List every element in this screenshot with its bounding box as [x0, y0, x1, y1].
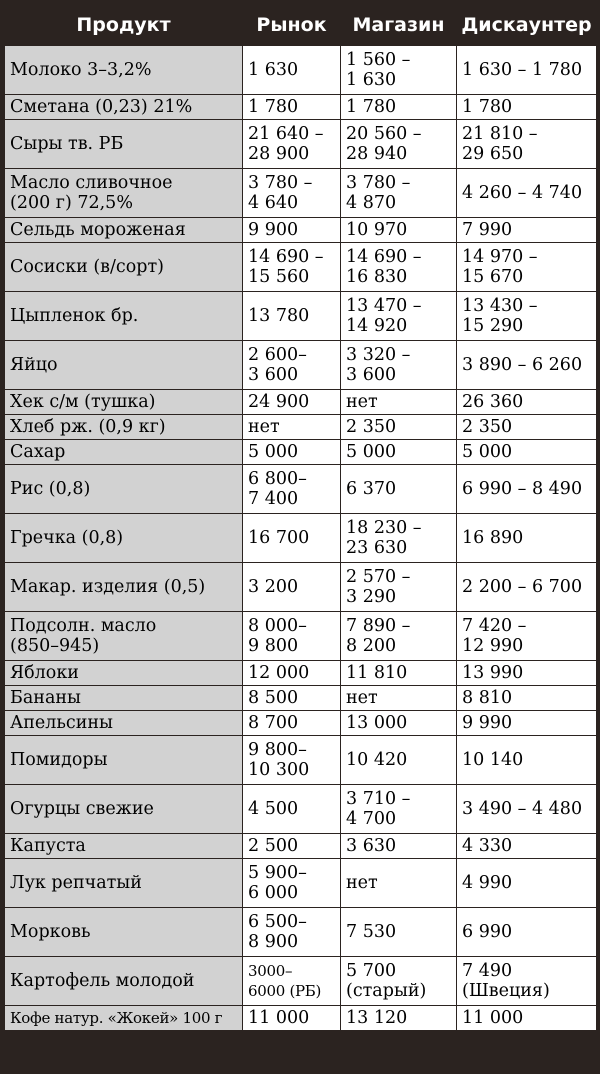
discounter-price: 9 990 — [457, 711, 597, 736]
discounter-price: 6 990 – 8 490 — [457, 465, 597, 514]
market-price: 5 000 — [243, 440, 341, 465]
shop-price: нет — [341, 859, 457, 908]
shop-price: 2 350 — [341, 415, 457, 440]
product-cell: Сметана (0,23) 21% — [5, 95, 243, 120]
header-discounter: Дискаунтер — [457, 5, 597, 46]
product-cell: Апельсины — [5, 711, 243, 736]
shop-price: 3 320 – 3 600 — [341, 341, 457, 390]
product-cell: Сельдь мороженая — [5, 218, 243, 243]
shop-price: 1 560 – 1 630 — [341, 46, 457, 95]
table-row — [5, 390, 597, 415]
shop-price: 5 000 — [341, 440, 457, 465]
discounter-price: 8 810 — [457, 686, 597, 711]
product-cell: Сыры тв. РБ — [5, 120, 243, 169]
product-cell: Кофе натур. «Жокей» 100 г — [5, 1006, 243, 1031]
discounter-price: 5 000 — [457, 440, 597, 465]
product-cell: Молоко 3–3,2% — [5, 46, 243, 95]
product-cell: Цыпленок бр. — [5, 292, 243, 341]
market-price: 3000– 6000 (РБ) — [243, 957, 341, 1006]
market-price: 24 900 — [243, 390, 341, 415]
header-market: Рынок — [243, 5, 341, 46]
product-cell: Макар. изделия (0,5) — [5, 563, 243, 612]
market-price: 14 690 – 15 560 — [243, 243, 341, 292]
shop-price: 11 810 — [341, 661, 457, 686]
market-price: 21 640 – 28 900 — [243, 120, 341, 169]
discounter-price: 7 420 – 12 990 — [457, 612, 597, 661]
product-cell: Яйцо — [5, 341, 243, 390]
discounter-price: 11 000 — [457, 1006, 597, 1031]
table-row — [5, 46, 597, 95]
header-row — [5, 5, 597, 46]
shop-price: 6 370 — [341, 465, 457, 514]
discounter-price: 4 990 — [457, 859, 597, 908]
product-cell: Огурцы свежие — [5, 785, 243, 834]
discounter-price: 2 350 — [457, 415, 597, 440]
table-row — [5, 834, 597, 859]
product-cell: Гречка (0,8) — [5, 514, 243, 563]
market-price: 16 700 — [243, 514, 341, 563]
market-price: нет — [243, 415, 341, 440]
table-row — [5, 514, 597, 563]
product-cell: Хлеб рж. (0,9 кг) — [5, 415, 243, 440]
discounter-price: 13 430 – 15 290 — [457, 292, 597, 341]
market-price: 2 500 — [243, 834, 341, 859]
discounter-price: 13 990 — [457, 661, 597, 686]
product-cell: Масло сливочное (200 г) 72,5% — [5, 169, 243, 218]
discounter-price: 10 140 — [457, 736, 597, 785]
product-cell: Капуста — [5, 834, 243, 859]
discounter-price: 16 890 — [457, 514, 597, 563]
market-price: 3 780 – 4 640 — [243, 169, 341, 218]
market-price: 9 900 — [243, 218, 341, 243]
product-cell: Помидоры — [5, 736, 243, 785]
discounter-price: 1 630 – 1 780 — [457, 46, 597, 95]
discounter-price: 3 890 – 6 260 — [457, 341, 597, 390]
discounter-price: 4 260 – 4 740 — [457, 169, 597, 218]
table-row — [5, 711, 597, 736]
shop-price: 3 630 — [341, 834, 457, 859]
shop-price: 13 120 — [341, 1006, 457, 1031]
discounter-price: 26 360 — [457, 390, 597, 415]
table-row — [5, 120, 597, 169]
shop-price: 3 710 – 4 700 — [341, 785, 457, 834]
market-price: 9 800– 10 300 — [243, 736, 341, 785]
shop-price: нет — [341, 686, 457, 711]
shop-price: 20 560 – 28 940 — [341, 120, 457, 169]
table-row — [5, 415, 597, 440]
discounter-price: 1 780 — [457, 95, 597, 120]
market-price: 4 500 — [243, 785, 341, 834]
market-price: 8 700 — [243, 711, 341, 736]
table-row — [5, 736, 597, 785]
discounter-price: 2 200 – 6 700 — [457, 563, 597, 612]
table-row — [5, 440, 597, 465]
product-cell: Хек с/м (тушка) — [5, 390, 243, 415]
table-row — [5, 218, 597, 243]
market-price: 8 500 — [243, 686, 341, 711]
market-price: 1 780 — [243, 95, 341, 120]
market-price: 6 800– 7 400 — [243, 465, 341, 514]
market-price: 13 780 — [243, 292, 341, 341]
shop-price: 10 420 — [341, 736, 457, 785]
product-cell: Сахар — [5, 440, 243, 465]
market-price: 6 500– 8 900 — [243, 908, 341, 957]
discounter-price: 7 490 (Швеция) — [457, 957, 597, 1006]
header-shop: Магазин — [341, 5, 457, 46]
table-row — [5, 292, 597, 341]
market-price: 11 000 — [243, 1006, 341, 1031]
discounter-price: 4 330 — [457, 834, 597, 859]
product-cell: Морковь — [5, 908, 243, 957]
product-cell: Рис (0,8) — [5, 465, 243, 514]
shop-price: 13 000 — [341, 711, 457, 736]
market-price: 3 200 — [243, 563, 341, 612]
market-price: 1 630 — [243, 46, 341, 95]
shop-price: 18 230 – 23 630 — [341, 514, 457, 563]
table-row — [5, 95, 597, 120]
table-row — [5, 859, 597, 908]
product-cell: Лук репчатый — [5, 859, 243, 908]
product-cell: Картофель молодой — [5, 957, 243, 1006]
market-price: 2 600– 3 600 — [243, 341, 341, 390]
product-cell: Яблоки — [5, 661, 243, 686]
shop-price: 10 970 — [341, 218, 457, 243]
table-row — [5, 243, 597, 292]
table-row — [5, 341, 597, 390]
shop-price: 13 470 – 14 920 — [341, 292, 457, 341]
table-row — [5, 661, 597, 686]
header-product: Продукт — [5, 5, 243, 46]
product-cell: Бананы — [5, 686, 243, 711]
table-row — [5, 908, 597, 957]
shop-price: 1 780 — [341, 95, 457, 120]
table-row — [5, 563, 597, 612]
discounter-price: 21 810 – 29 650 — [457, 120, 597, 169]
market-price: 8 000– 9 800 — [243, 612, 341, 661]
market-price: 12 000 — [243, 661, 341, 686]
shop-price: 2 570 – 3 290 — [341, 563, 457, 612]
table-row — [5, 169, 597, 218]
shop-price: 7 530 — [341, 908, 457, 957]
table-row — [5, 612, 597, 661]
table-row — [5, 957, 597, 1006]
product-cell: Подсолн. масло (850–945) — [5, 612, 243, 661]
market-price: 5 900– 6 000 — [243, 859, 341, 908]
shop-price: 5 700 (старый) — [341, 957, 457, 1006]
table-row — [5, 1006, 597, 1031]
table-row — [5, 785, 597, 834]
shop-price: 14 690 – 16 830 — [341, 243, 457, 292]
shop-price: нет — [341, 390, 457, 415]
shop-price: 3 780 – 4 870 — [341, 169, 457, 218]
discounter-price: 3 490 – 4 480 — [457, 785, 597, 834]
product-cell: Сосиски (в/сорт) — [5, 243, 243, 292]
table-row — [5, 465, 597, 514]
shop-price: 7 890 – 8 200 — [341, 612, 457, 661]
discounter-price: 14 970 – 15 670 — [457, 243, 597, 292]
discounter-price: 6 990 — [457, 908, 597, 957]
price-table — [4, 4, 597, 1031]
table-row — [5, 686, 597, 711]
discounter-price: 7 990 — [457, 218, 597, 243]
